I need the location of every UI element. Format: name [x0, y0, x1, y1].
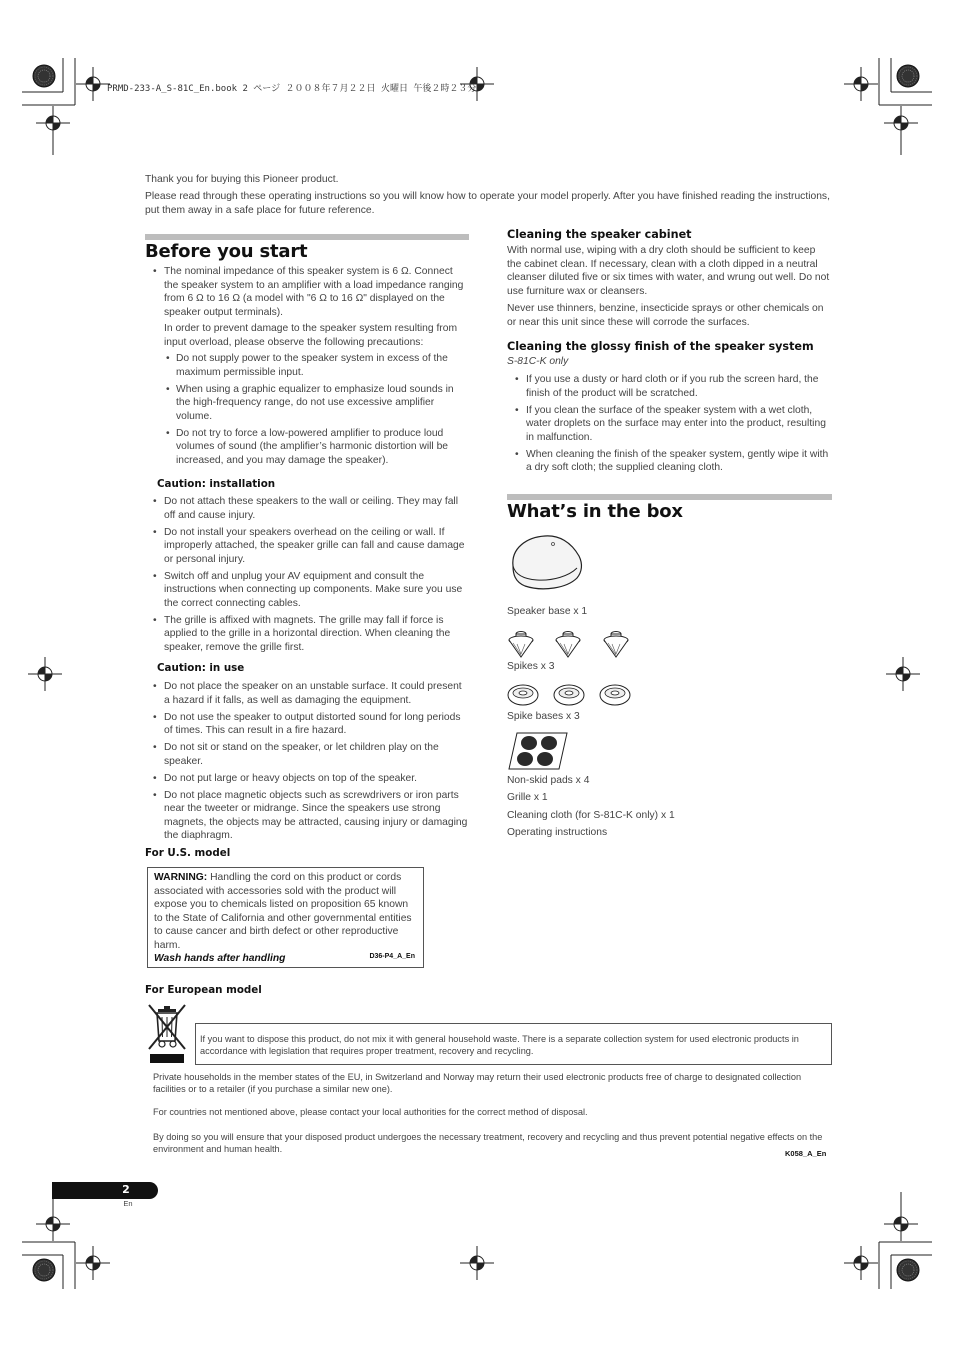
- caution-installation-heading: Caution: installation: [157, 478, 276, 490]
- list-item: • Do not place the speaker on an unstable surface. It could present a hazard if it falls, as well as damaging the equipment.: [145, 680, 469, 707]
- cleaning-glossy-heading: Cleaning the glossy finish of the speaker system: [507, 340, 814, 353]
- warning-code: D36-P4_A_En: [369, 952, 415, 960]
- list-item: • Do not install your speakers overhead on the ceiling or wall. If improperly attached, the speaker grille can fall and cause damage or personal injury.: [145, 526, 469, 567]
- us-model-heading: For U.S. model: [145, 847, 231, 859]
- list-item: • Do not try to force a low-powered amplifier to produce loud volumes of sound (the amplifier’s harmonic distortion will be increased, and you may damage the speaker).: [164, 427, 469, 468]
- list-item: • The grille is affixed with magnets. The grille may fall if force is applied to the grille in a horizontal direction. When cleaning the speaker, remove the grille first.: [145, 614, 469, 655]
- section-rule: [145, 234, 469, 240]
- list-item: • When cleaning the finish of the speaker system, gently wipe it with a dry soft cloth; the supplied cleaning cloth.: [507, 448, 832, 475]
- page-number-tab: [52, 1182, 158, 1199]
- intro-read-instructions: Please read through these operating instructions so you will know how to operate your model properly. After you have finished reading the instructions, put them away in a safe place for future reference.: [145, 191, 830, 216]
- list-item: • Do not sit or stand on the speaker, or let children play on the speaker.: [145, 741, 469, 768]
- cleaning-cabinet-heading: Cleaning the speaker cabinet: [507, 228, 692, 241]
- whats-in-the-box-heading: What’s in the box: [507, 501, 683, 522]
- caution-in-use-list: [145, 680, 469, 846]
- intro-thanks: Thank you for buying this Pioneer product.: [145, 174, 339, 185]
- page-number: 2: [122, 1183, 130, 1196]
- spikes-label: Spikes x 3: [507, 661, 555, 672]
- grille-label: Grille x 1: [507, 792, 548, 803]
- speaker-base-illustration: [507, 534, 585, 594]
- list-item: • Do not put large or heavy objects on top of the speaker.: [145, 772, 469, 786]
- cleaning-cloth-label: Cleaning cloth (for S-81C-K only) x 1: [507, 810, 675, 821]
- list-item: • Switch off and unplug your AV equipment and consult the instructions when connecting up components. Make sure you use the correct connecting cables.: [145, 570, 469, 611]
- operating-instructions-label: Operating instructions: [507, 827, 608, 838]
- wash-hands-text: Wash hands after handling: [154, 953, 286, 964]
- list-item: • If you clean the surface of the speaker system with a wet cloth, water droplets on the surface may enter into the product, resulting in malfunction.: [507, 404, 832, 445]
- cleaning-glossy-list: [507, 373, 832, 478]
- precaution-list: [164, 352, 469, 467]
- warning-text: Handling the cord on this product or cords associated with accessories sold with the product will expose you to chemicals listed on proposition 65 known to the State of California and other governmental entities to cause cancer and birth defect or other reproductive harm.: [154, 872, 412, 951]
- list-item: • Do not use the speaker to output distorted sound for long periods of times. This can result in a fire hazard.: [145, 711, 469, 738]
- page-language: En: [123, 1199, 133, 1208]
- cleaning-cabinet-paragraph: With normal use, wiping with a dry cloth should be sufficient to keep the cabinet clean. If necessary, clean with a cloth dipped in a neutral cleanser diluted five or six times with water, and wrung out well. Do not use furniture wax or cleansers.: [507, 245, 830, 297]
- model-note: S-81C-K only: [507, 356, 569, 367]
- before-you-start-heading: Before you start: [145, 241, 308, 262]
- weee-crossed-bin-icon: [145, 1003, 189, 1065]
- book-file-header: PRMD-233-A_S-81C_En.book 2 ページ ２００８年７月２２日 火曜日 午後２時２３分: [107, 84, 477, 94]
- list-item: • The nominal impedance of this speaker system is 6 Ω. Connect the speaker system to an amplifier with a load impedance ranging from 6 Ω to 16 Ω (a model with "6 Ω to 16 Ω" displayed on the speaker output terminals). In order to prevent damage to the speaker system resulting from input overload, please observe the following precautions: • Do not supply power to the speaker system in excess of the maximum permissible input. • When using a graphic equalizer to emphasize loud sounds in the high-frequency range, do not use excessive amplifier volume. • Do not try to force a low-powered amplifier to produce loud volumes of sound (the amplifier’s harmonic distortion will be increased, and you may damage the speaker).: [145, 265, 469, 467]
- eu-model-heading: For European model: [145, 984, 262, 996]
- caution-in-use-heading: Caution: in use: [157, 662, 245, 674]
- list-item: • Do not supply power to the speaker system in excess of the maximum permissible input.: [164, 352, 469, 379]
- list-item: • Do not attach these speakers to the wall or ceiling. They may fall off and cause injury.: [145, 495, 469, 522]
- eu-code: K058_A_En: [785, 1149, 827, 1158]
- spike-bases-illustration: [507, 683, 631, 707]
- eu-paragraph: By doing so you will ensure that your disposed product undergoes the necessary treatment, recovery and recycling and thus prevent potential negative effects on the environment and human health.: [153, 1132, 823, 1154]
- before-you-start-body: [145, 265, 469, 471]
- non-skid-pads-label: Non-skid pads x 4: [507, 775, 590, 786]
- list-item: • Do not place magnetic objects such as screwdrivers or iron parts near the tweeter or midrange. Since the speakers use strong magnets, the objects may be attracted, causing injury or damaging the diaphragm.: [145, 789, 469, 843]
- non-skid-pads-illustration: [507, 731, 569, 771]
- precaution-intro: In order to prevent damage to the speaker system resulting from input overload, please observe the following precautions:: [164, 323, 458, 348]
- eu-paragraph: Private households in the member states of the EU, in Switzerland and Norway may return their used electronic products free of charge to designated collection facilities or to a retailer (if you purchase a similar new one).: [153, 1072, 802, 1094]
- impedance-list: [145, 265, 469, 467]
- cleaning-cabinet-paragraph: Never use thinners, benzine, insecticide sprays or other chemicals on or near this unit since these will corrode the surfaces.: [507, 303, 824, 328]
- speaker-base-label: Speaker base x 1: [507, 606, 588, 617]
- list-item: • If you use a dusty or hard cloth or if you rub the screen hard, the finish of the product will be scratched.: [507, 373, 832, 400]
- eu-disposal-box: If you want to dispose this product, do not mix it with general household waste. There is a separate collection system for used electronic products in accordance with legislation that requires proper treatment, recovery and recycling.: [195, 1023, 832, 1065]
- warning-label: WARNING:: [154, 872, 208, 883]
- section-rule: [507, 494, 832, 500]
- caution-installation-list: [145, 495, 469, 658]
- eu-paragraph: For countries not mentioned above, please contact your local authorities for the correct method of disposal.: [153, 1107, 588, 1117]
- spikes-illustration: [507, 626, 631, 658]
- spike-bases-label: Spike bases x 3: [507, 711, 580, 722]
- prop65-warning-box: [147, 867, 424, 968]
- list-item: • When using a graphic equalizer to emphasize loud sounds in the high-frequency range, do not use excessive amplifier volume.: [164, 383, 469, 424]
